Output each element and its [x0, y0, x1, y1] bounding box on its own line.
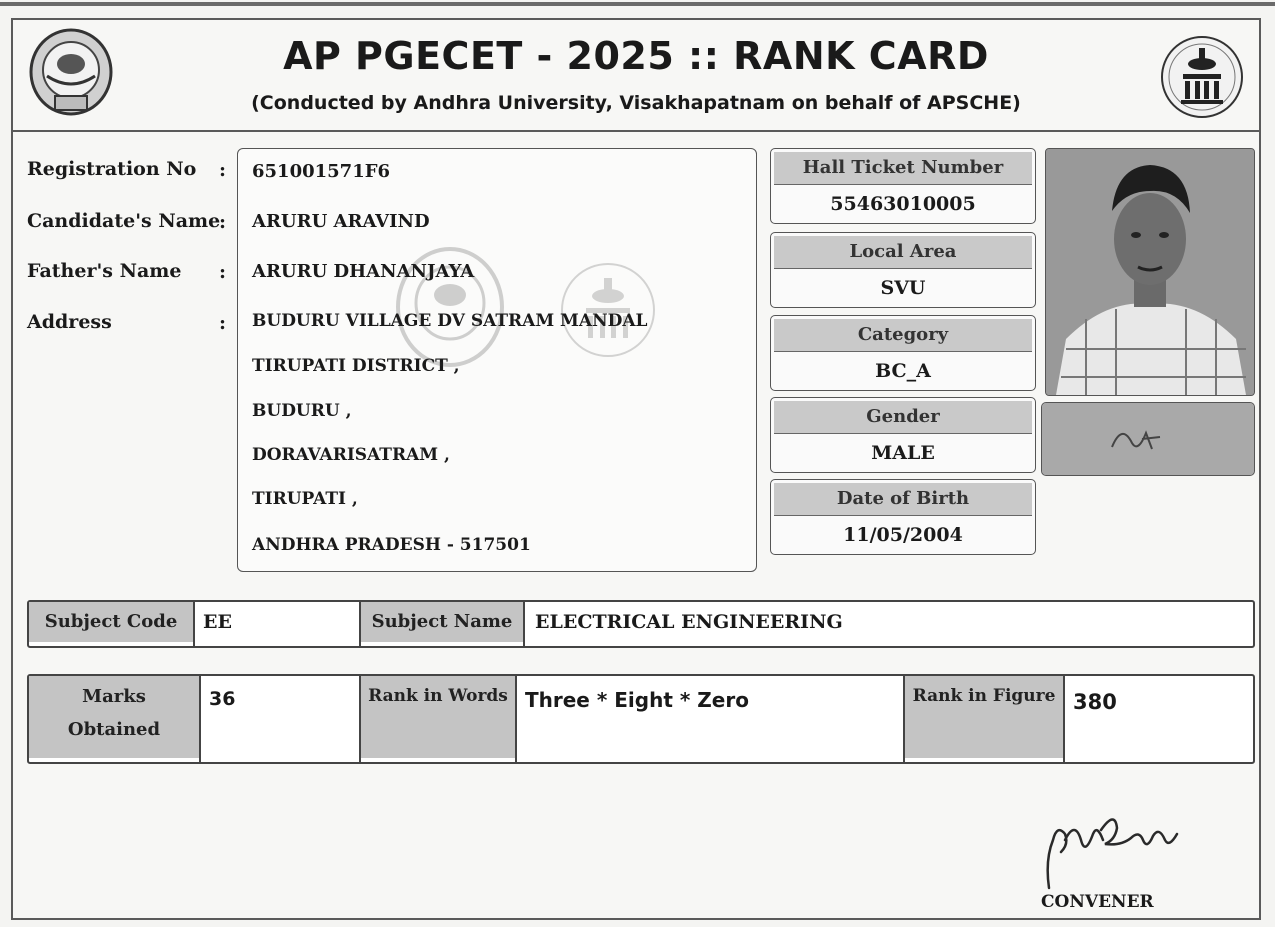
address-line: ANDHRA PRADESH - 517501 [252, 535, 531, 555]
subject-row [27, 600, 1255, 648]
hall-ticket-box [770, 148, 1036, 224]
gender-label: Gender [774, 401, 1032, 434]
candidate-name-label: Candidate's Name [27, 210, 221, 232]
hall-ticket-label: Hall Ticket Number [774, 152, 1032, 185]
page-subtitle: (Conducted by Andhra University, Visakhapatnam on behalf of APSCHE) [251, 92, 1021, 114]
subject-code-value: EE [203, 611, 232, 633]
candidate-signature-image [1041, 402, 1255, 476]
page-title: AP PGECET - 2025 :: RANK CARD [283, 34, 989, 78]
candidate-name-value: ARURU ARAVIND [252, 211, 430, 232]
category-value: BC_A [875, 360, 931, 382]
gender-box [770, 397, 1036, 473]
local-area-label: Local Area [774, 236, 1032, 269]
rank-in-figure-value: 380 [1073, 690, 1117, 714]
rank-in-words-value: Three * Eight * Zero [525, 688, 749, 712]
hall-ticket-value: 55463010005 [830, 193, 976, 215]
divider [199, 676, 201, 762]
watermark-emblem-icon [390, 245, 510, 375]
rank-card [11, 18, 1261, 920]
colon: : [219, 159, 227, 181]
top-rule [0, 2, 1275, 6]
dob-value: 11/05/2004 [843, 524, 963, 546]
rank-in-words-label: Rank in Words [361, 676, 515, 758]
registration-no-value: 651001571F6 [252, 161, 391, 182]
address-label: Address [27, 311, 112, 333]
marks-obtained-value: 36 [209, 688, 236, 710]
card-header [13, 20, 1259, 132]
registration-no-label: Registration No [27, 158, 197, 180]
local-area-box [770, 232, 1036, 308]
watermark-apsche-icon [558, 260, 658, 360]
father-name-value: ARURU DHANANJAYA [252, 261, 475, 282]
divider [523, 602, 525, 646]
result-row [27, 674, 1255, 764]
category-box [770, 315, 1036, 391]
father-name-label: Father's Name [27, 260, 182, 282]
apsche-emblem-icon [1159, 34, 1245, 120]
colon: : [219, 261, 227, 283]
address-line: BUDURU , [252, 401, 352, 421]
marks-obtained-label [29, 676, 199, 758]
colon: : [219, 211, 227, 233]
category-label: Category [774, 319, 1032, 352]
subject-code-label: Subject Code [29, 602, 193, 642]
divider [515, 676, 517, 762]
divider [1063, 676, 1065, 762]
colon: : [219, 312, 227, 334]
address-line: DORAVARISATRAM , [252, 445, 450, 465]
subject-name-label: Subject Name [361, 602, 523, 642]
address-line: TIRUPATI DISTRICT , [252, 356, 460, 376]
divider [193, 602, 195, 646]
local-area-value: SVU [880, 277, 926, 299]
rank-in-figure-label: Rank in Figure [905, 676, 1063, 758]
address-line: BUDURU VILLAGE DV SATRAM MANDAL [252, 311, 648, 331]
convener-signature-icon [1035, 800, 1185, 895]
dob-box [770, 479, 1036, 555]
candidate-photo [1045, 148, 1255, 396]
subject-name-value: ELECTRICAL ENGINEERING [535, 611, 843, 633]
dob-label: Date of Birth [774, 483, 1032, 516]
marks-label-line: Obtained [67, 719, 161, 740]
person-photo-icon [1046, 149, 1254, 395]
signature-scribble-icon [1042, 403, 1254, 475]
address-line: TIRUPATI , [252, 489, 358, 509]
marks-label-line: Marks [82, 686, 146, 707]
gender-value: MALE [871, 442, 935, 464]
convener-label: CONVENER [1041, 892, 1154, 912]
